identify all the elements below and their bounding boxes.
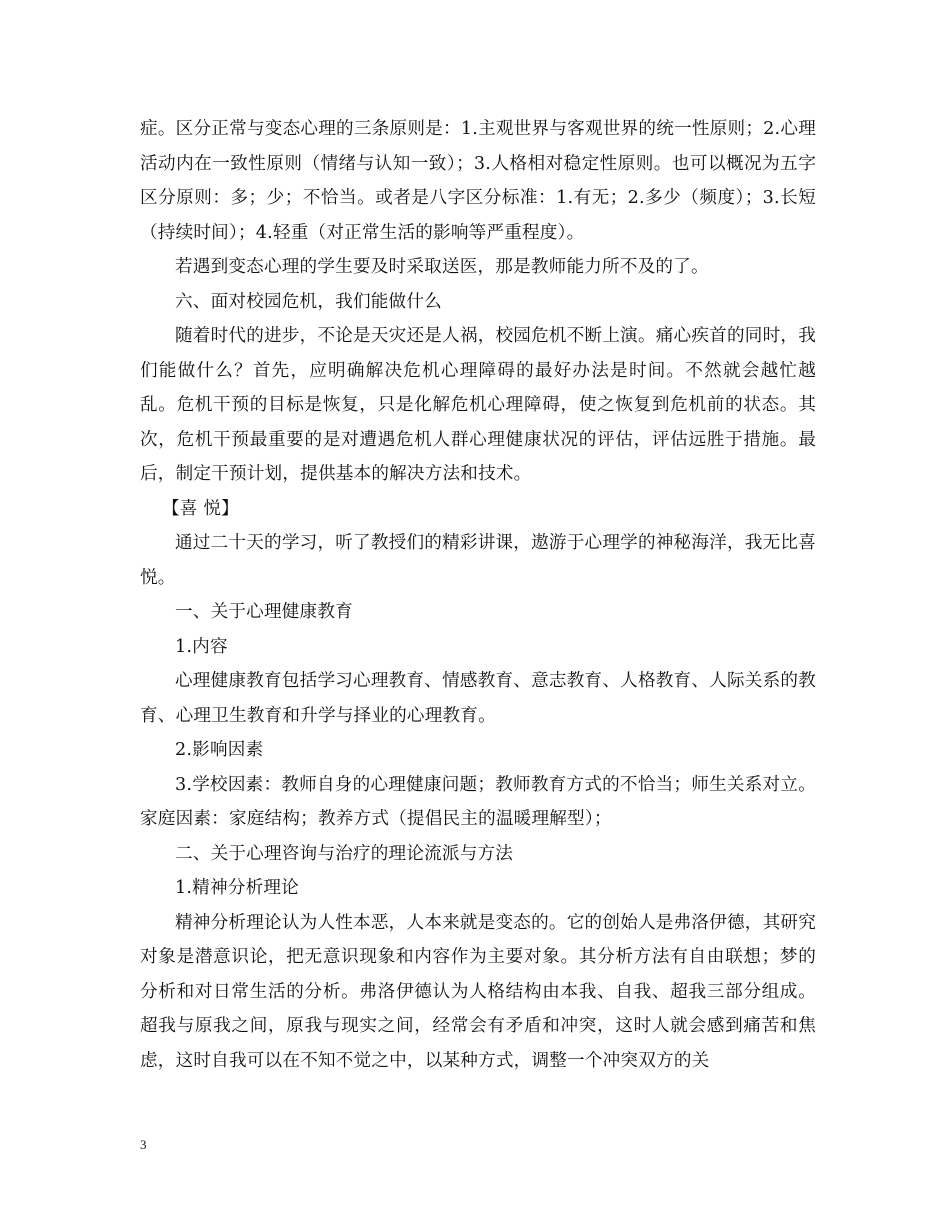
section-heading-1: 一、关于心理健康教育 <box>175 602 353 622</box>
section-heading-2: 二、关于心理咨询与治疗的理论流派与方法 <box>175 843 514 864</box>
paragraph-7: 精神分析理论认为人性本恶，人本来就是变态的。它的创始人是弗洛伊德，其研究对象是潜意识论，把无意识现象和内容作为主要对象。其分析方法有自由联想；梦的分析和对日常生活的分析。弗洛伊德认为人格结构由本我、自我、超我三部分组成。超我与原我之间，原我与现实之间，经常会有矛盾和冲突，这时人就会感到痛苦和焦虑，这时自我可以在不知不觉之中，以某种方式，调整一个冲突双方的关 <box>140 912 816 1071</box>
paragraph-5: 心理健康教育包括学习心理教育、情感教育、意志教育、人格教育、人际关系的教育、心理卫生教育和升学与择业的心理教育。 <box>140 671 816 726</box>
paragraph-1: 症。区分正常与变态心理的三条原则是：1.主观世界与客观世界的统一性原则；2.心理活动内在一致性原则（情绪与认知一致）；3.人格相对稳定性原则。也可以概况为五字区分原则：多；少；不恰当。或者是八字区分标准：1.有无；2.多少（频度）；3.长短（持续时间）；4.轻重（对正常生活的影响等严重程度）。 <box>140 119 816 243</box>
subheading-factors: 2.影响因素 <box>175 740 264 760</box>
subheading-content: 1.内容 <box>175 636 228 657</box>
section-heading-6: 六、面对校园危机，我们能做什么 <box>175 291 442 312</box>
paragraph-2: 若遇到变态心理的学生要及时采取送医，那是教师能力所不及的了。 <box>175 257 709 277</box>
paragraph-4: 通过二十天的学习，听了教授们的精彩讲课，遨游于心理学的神秘海洋，我无比喜悦。 <box>140 533 816 588</box>
bracket-heading-joy: 【喜 悦】 <box>162 498 239 519</box>
paragraph-3: 随着时代的进步，不论是天灾还是人祸，校园危机不断上演。痛心疾首的同时，我们能做什么？首先，应明确解决危机心理障碍的最好办法是时间。不然就会越忙越乱。危机干预的目标是恢复，只是化解危机心理障碍，使之恢复到危机前的状态。其次，危机干预最重要的是对遭遇危机人群心理健康状况的评估，评估远胜于措施。最后，制定干预计划，提供基本的解决方法和技术。 <box>140 326 816 484</box>
document-body <box>140 112 816 1078</box>
page-number: 3 <box>140 1137 147 1152</box>
subheading-psychoanalysis: 1.精神分析理论 <box>175 878 299 898</box>
paragraph-6: 3.学校因素：教师自身的心理健康问题；教师教育方式的不恰当；师生关系对立。家庭因素：家庭结构；教养方式（提倡民主的温暖理解型）； <box>140 774 816 829</box>
